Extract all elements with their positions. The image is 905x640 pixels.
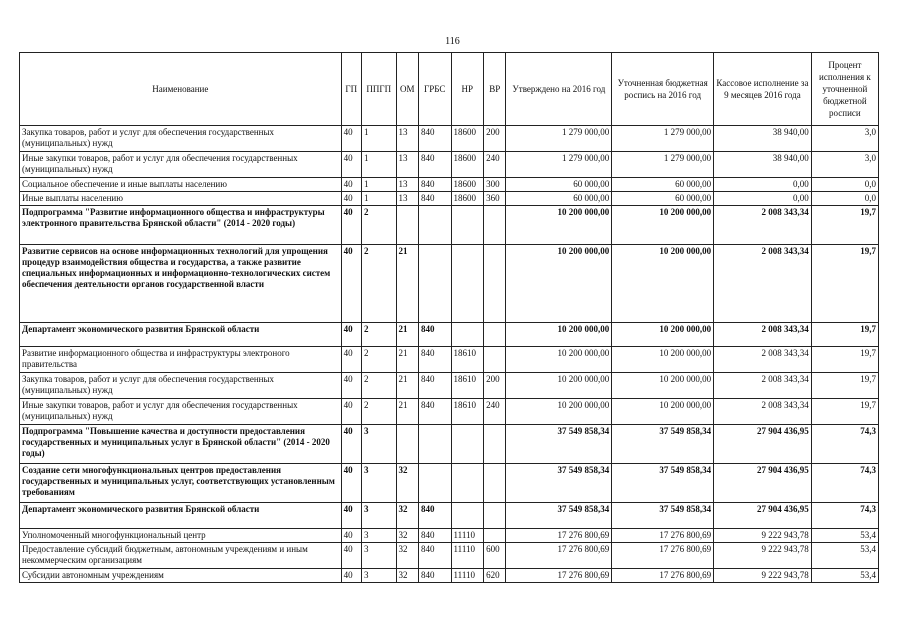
cell-refined: 17 276 800,69 <box>612 569 714 583</box>
cell-approved: 1 279 000,00 <box>506 152 612 178</box>
cell-ppgp: 3 <box>361 543 396 569</box>
table-row <box>20 192 879 206</box>
cell-nr: 18600 <box>451 152 484 178</box>
cell-nr: 11110 <box>451 543 484 569</box>
cell-percent: 19,7 <box>811 347 878 373</box>
cell-refined: 10 200 000,00 <box>612 399 714 425</box>
header-refined: Уточненная бюджетная роспись на 2016 год <box>612 53 714 126</box>
cell-name: Субсидии автономным учреждениям <box>20 569 342 583</box>
cell-vr <box>484 206 506 245</box>
cell-gp: 40 <box>341 503 361 529</box>
cell-name: Иные закупки товаров, работ и услуг для обеспечения государственных (муниципальных) нужд <box>20 399 342 425</box>
cell-gp: 40 <box>341 347 361 373</box>
cell-grbs: 840 <box>418 373 451 399</box>
cell-percent: 0,0 <box>811 178 878 192</box>
cell-vr <box>484 347 506 373</box>
cell-om: 32 <box>396 569 418 583</box>
cell-nr <box>451 206 484 245</box>
cell-gp: 40 <box>341 529 361 543</box>
cell-om <box>396 425 418 464</box>
cell-approved: 10 200 000,00 <box>506 373 612 399</box>
cell-gp: 40 <box>341 569 361 583</box>
cell-approved: 37 549 858,34 <box>506 503 612 529</box>
cell-nr <box>451 503 484 529</box>
cell-refined: 10 200 000,00 <box>612 347 714 373</box>
header-name: Наименование <box>20 53 342 126</box>
cell-om: 13 <box>396 192 418 206</box>
cell-gp: 40 <box>341 373 361 399</box>
cell-vr <box>484 464 506 503</box>
cell-percent: 53,4 <box>811 529 878 543</box>
cell-ppgp: 1 <box>361 126 396 152</box>
cell-vr <box>484 529 506 543</box>
cell-approved: 1 279 000,00 <box>506 126 612 152</box>
cell-nr: 18600 <box>451 178 484 192</box>
cell-grbs <box>418 425 451 464</box>
cell-approved: 37 549 858,34 <box>506 425 612 464</box>
cell-approved: 17 276 800,69 <box>506 529 612 543</box>
cell-om: 13 <box>396 126 418 152</box>
cell-percent: 3,0 <box>811 152 878 178</box>
cell-grbs <box>418 464 451 503</box>
cell-om: 21 <box>396 373 418 399</box>
cell-vr <box>484 425 506 464</box>
budget-table <box>19 52 879 583</box>
cell-cash: 2 008 343,34 <box>714 399 812 425</box>
cell-om: 13 <box>396 152 418 178</box>
cell-vr: 300 <box>484 178 506 192</box>
cell-ppgp: 2 <box>361 206 396 245</box>
cell-percent: 0,0 <box>811 192 878 206</box>
cell-om: 32 <box>396 464 418 503</box>
cell-cash: 2 008 343,34 <box>714 206 812 245</box>
table-row <box>20 503 879 529</box>
cell-cash: 38 940,00 <box>714 152 812 178</box>
table-row <box>20 323 879 347</box>
cell-cash: 38 940,00 <box>714 126 812 152</box>
cell-om: 13 <box>396 178 418 192</box>
cell-approved: 10 200 000,00 <box>506 323 612 347</box>
header-gp: ГП <box>341 53 361 126</box>
cell-ppgp: 2 <box>361 373 396 399</box>
cell-cash: 2 008 343,34 <box>714 347 812 373</box>
cell-name: Предоставление субсидий бюджетным, автономным учреждениям и иным некоммерческим организациям <box>20 543 342 569</box>
cell-vr: 620 <box>484 569 506 583</box>
cell-refined: 10 200 000,00 <box>612 206 714 245</box>
cell-vr <box>484 245 506 323</box>
cell-nr <box>451 323 484 347</box>
cell-name: Департамент экономического развития Брянской области <box>20 323 342 347</box>
cell-om: 32 <box>396 529 418 543</box>
table-header-row <box>20 53 879 126</box>
table-row <box>20 245 879 323</box>
cell-vr: 360 <box>484 192 506 206</box>
cell-approved: 10 200 000,00 <box>506 206 612 245</box>
cell-nr <box>451 245 484 323</box>
cell-om: 21 <box>396 399 418 425</box>
cell-grbs: 840 <box>418 347 451 373</box>
cell-gp: 40 <box>341 425 361 464</box>
cell-approved: 17 276 800,69 <box>506 543 612 569</box>
cell-percent: 3,0 <box>811 126 878 152</box>
cell-name: Департамент экономического развития Брянской области <box>20 503 342 529</box>
cell-vr <box>484 503 506 529</box>
cell-cash: 0,00 <box>714 178 812 192</box>
cell-ppgp: 2 <box>361 245 396 323</box>
cell-gp: 40 <box>341 464 361 503</box>
cell-grbs: 840 <box>418 543 451 569</box>
cell-cash: 9 222 943,78 <box>714 529 812 543</box>
cell-ppgp: 3 <box>361 425 396 464</box>
cell-cash: 27 904 436,95 <box>714 503 812 529</box>
cell-refined: 10 200 000,00 <box>612 373 714 399</box>
cell-ppgp: 2 <box>361 399 396 425</box>
cell-approved: 60 000,00 <box>506 178 612 192</box>
cell-cash: 2 008 343,34 <box>714 245 812 323</box>
cell-grbs: 840 <box>418 529 451 543</box>
cell-name: Закупка товаров, работ и услуг для обеспечения государственных (муниципальных) нужд <box>20 126 342 152</box>
cell-name: Развитие сервисов на основе информационных технологий для упрощения процедур взаимодействия общества и государства, а также развитие специальных информационных и информационно-технологических систем обеспечения деятельности органов государственной власти <box>20 245 342 323</box>
cell-name: Закупка товаров, работ и услуг для обеспечения государственных (муниципальных) нужд <box>20 373 342 399</box>
cell-name: Социальное обеспечение и иные выплаты населению <box>20 178 342 192</box>
cell-percent: 74,3 <box>811 425 878 464</box>
cell-approved: 37 549 858,34 <box>506 464 612 503</box>
cell-nr <box>451 464 484 503</box>
cell-name: Иные выплаты населению <box>20 192 342 206</box>
cell-ppgp: 3 <box>361 464 396 503</box>
table-row <box>20 464 879 503</box>
table-row <box>20 373 879 399</box>
cell-refined: 37 549 858,34 <box>612 503 714 529</box>
cell-approved: 17 276 800,69 <box>506 569 612 583</box>
cell-percent: 19,7 <box>811 245 878 323</box>
cell-gp: 40 <box>341 126 361 152</box>
cell-grbs: 840 <box>418 569 451 583</box>
cell-gp: 40 <box>341 323 361 347</box>
cell-refined: 10 200 000,00 <box>612 323 714 347</box>
header-vr: ВР <box>484 53 506 126</box>
table-row <box>20 569 879 583</box>
table-row <box>20 152 879 178</box>
cell-ppgp: 1 <box>361 178 396 192</box>
cell-gp: 40 <box>341 245 361 323</box>
cell-grbs: 840 <box>418 178 451 192</box>
cell-vr: 240 <box>484 399 506 425</box>
cell-grbs <box>418 206 451 245</box>
cell-percent: 19,7 <box>811 323 878 347</box>
cell-refined: 1 279 000,00 <box>612 126 714 152</box>
cell-vr: 600 <box>484 543 506 569</box>
table-row <box>20 178 879 192</box>
cell-ppgp: 2 <box>361 347 396 373</box>
table-row <box>20 425 879 464</box>
cell-ppgp: 1 <box>361 192 396 206</box>
cell-om: 21 <box>396 323 418 347</box>
table-row <box>20 347 879 373</box>
cell-name: Иные закупки товаров, работ и услуг для обеспечения государственных (муниципальных) нужд <box>20 152 342 178</box>
cell-ppgp: 3 <box>361 503 396 529</box>
cell-grbs: 840 <box>418 323 451 347</box>
header-om: ОМ <box>396 53 418 126</box>
cell-nr: 18600 <box>451 192 484 206</box>
cell-ppgp: 2 <box>361 323 396 347</box>
cell-approved: 10 200 000,00 <box>506 347 612 373</box>
cell-cash: 2 008 343,34 <box>714 373 812 399</box>
cell-gp: 40 <box>341 192 361 206</box>
header-nr: НР <box>451 53 484 126</box>
cell-vr <box>484 323 506 347</box>
cell-refined: 60 000,00 <box>612 192 714 206</box>
cell-name: Подпрограмма "Повышение качества и доступности предоставления государственных и муниципальных услуг в Брянской области" (2014 - 2020 годы) <box>20 425 342 464</box>
cell-refined: 37 549 858,34 <box>612 464 714 503</box>
cell-percent: 74,3 <box>811 503 878 529</box>
header-approved: Утверждено на 2016 год <box>506 53 612 126</box>
table-row <box>20 126 879 152</box>
cell-gp: 40 <box>341 178 361 192</box>
cell-gp: 40 <box>341 543 361 569</box>
cell-percent: 53,4 <box>811 569 878 583</box>
header-grbs: ГРБС <box>418 53 451 126</box>
cell-nr <box>451 425 484 464</box>
cell-grbs: 840 <box>418 192 451 206</box>
cell-nr: 11110 <box>451 529 484 543</box>
table-row <box>20 399 879 425</box>
cell-refined: 17 276 800,69 <box>612 543 714 569</box>
cell-approved: 60 000,00 <box>506 192 612 206</box>
table-body <box>20 126 879 583</box>
header-cash: Кассовое исполнение за 9 месяцев 2016 года <box>714 53 812 126</box>
cell-name: Развитие информационного общества и инфраструктуры электроного правительства <box>20 347 342 373</box>
cell-refined: 60 000,00 <box>612 178 714 192</box>
cell-om: 21 <box>396 347 418 373</box>
cell-name: Создание сети многофункциональных центров предоставления государственных и муниципальных услуг, соответствующих установленным требованиям <box>20 464 342 503</box>
cell-vr: 200 <box>484 126 506 152</box>
cell-percent: 53,4 <box>811 543 878 569</box>
cell-grbs: 840 <box>418 399 451 425</box>
table-row <box>20 206 879 245</box>
cell-grbs: 840 <box>418 126 451 152</box>
cell-percent: 19,7 <box>811 373 878 399</box>
table-row <box>20 529 879 543</box>
cell-refined: 1 279 000,00 <box>612 152 714 178</box>
table-row <box>20 543 879 569</box>
cell-grbs <box>418 245 451 323</box>
header-percent: Процент исполнения к уточненной бюджетной росписи <box>811 53 878 126</box>
cell-grbs: 840 <box>418 152 451 178</box>
cell-cash: 27 904 436,95 <box>714 425 812 464</box>
cell-grbs: 840 <box>418 503 451 529</box>
cell-percent: 74,3 <box>811 464 878 503</box>
cell-cash: 27 904 436,95 <box>714 464 812 503</box>
cell-nr: 18600 <box>451 126 484 152</box>
cell-nr: 18610 <box>451 399 484 425</box>
cell-gp: 40 <box>341 152 361 178</box>
cell-name: Подпрограмма "Развитие информационного общества и инфраструктуры электронного правительства Брянской области" (2014 - 2020 годы) <box>20 206 342 245</box>
cell-approved: 10 200 000,00 <box>506 399 612 425</box>
cell-refined: 37 549 858,34 <box>612 425 714 464</box>
cell-gp: 40 <box>341 399 361 425</box>
cell-om: 32 <box>396 543 418 569</box>
cell-ppgp: 3 <box>361 569 396 583</box>
cell-ppgp: 3 <box>361 529 396 543</box>
cell-om: 32 <box>396 503 418 529</box>
cell-om: 21 <box>396 245 418 323</box>
cell-percent: 19,7 <box>811 399 878 425</box>
cell-cash: 9 222 943,78 <box>714 569 812 583</box>
cell-om <box>396 206 418 245</box>
cell-cash: 0,00 <box>714 192 812 206</box>
cell-gp: 40 <box>341 206 361 245</box>
cell-vr: 240 <box>484 152 506 178</box>
cell-nr: 18610 <box>451 373 484 399</box>
cell-refined: 10 200 000,00 <box>612 245 714 323</box>
cell-nr: 11110 <box>451 569 484 583</box>
page-number: 116 <box>445 36 460 47</box>
header-ppgp: ППГП <box>361 53 396 126</box>
cell-refined: 17 276 800,69 <box>612 529 714 543</box>
cell-approved: 10 200 000,00 <box>506 245 612 323</box>
cell-percent: 19,7 <box>811 206 878 245</box>
cell-name: Уполномоченный многофункциональный центр <box>20 529 342 543</box>
cell-vr: 200 <box>484 373 506 399</box>
cell-cash: 2 008 343,34 <box>714 323 812 347</box>
cell-ppgp: 1 <box>361 152 396 178</box>
cell-nr: 18610 <box>451 347 484 373</box>
cell-cash: 9 222 943,78 <box>714 543 812 569</box>
